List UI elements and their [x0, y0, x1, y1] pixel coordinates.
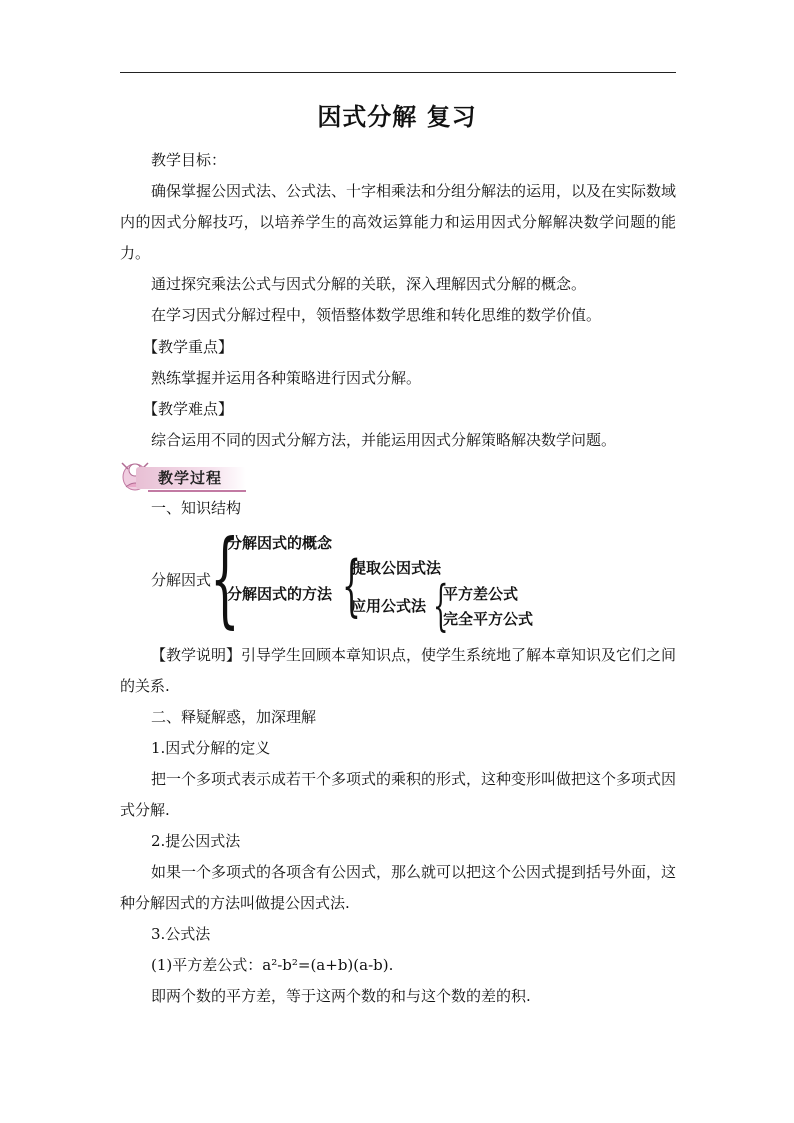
definition-text: 把一个多项式表示成若干个多项式的乘积的形式，这种变形叫做把这个多项式因式分解.	[120, 770, 677, 819]
tree-root: 分解因式	[151, 571, 212, 589]
page-title: 因式分解 复习	[317, 102, 477, 131]
formula-explanation: 即两个数的平方差，等于这两个数的和与这个数的差的积.	[151, 987, 531, 1005]
tree-extract: 提取公因式法	[351, 559, 442, 577]
tree-perfect-square: 完全平方公式	[443, 610, 534, 628]
tree-methods: 分解因式的方法	[227, 585, 333, 603]
objectives-paragraph-3: 在学习因式分解过程中，领悟整体数学思维和转化思维的数学价值。	[151, 306, 602, 324]
knowledge-structure-diagram	[120, 517, 676, 639]
objectives-paragraph-1: 确保掌握公因式法、公式法、十字相乘法和分组分解法的运用，以及在实际数域内的因式分解技巧，以培养学生的高效运算能力和运用因式分解解决数学问题的能力。	[120, 182, 677, 262]
process-banner-label: 教学过程	[158, 469, 223, 487]
difficulties-text: 综合运用不同的因式分解方法，并能运用因式分解策略解决数学问题。	[151, 431, 617, 449]
common-factor-text: 如果一个多项式的各项含有公因式，那么就可以把这个公因式提到括号外面，这种分解因式的方法叫做提公因式法.	[120, 863, 677, 912]
key-points-label: 【教学重点】	[143, 338, 234, 356]
tree-brace-methods: {	[342, 547, 361, 624]
header-rule	[120, 72, 676, 73]
objectives-paragraph-2: 通过探究乘法公式与因式分解的关联，深入理解因式分解的概念。	[151, 275, 587, 293]
tree-brace-apply: {	[433, 574, 449, 637]
tree-diff-squares: 平方差公式	[443, 585, 519, 603]
section1-heading: 一、知识结构	[151, 499, 242, 517]
definition-title: 1.因式分解的定义	[151, 739, 271, 757]
formula-line: (1)平方差公式：a²-b²=(a+b)(a-b).	[151, 956, 394, 974]
key-points-text: 熟练掌握并运用各种策略进行因式分解。	[151, 369, 422, 387]
tree-brace-root: {	[210, 517, 240, 639]
tree-apply: 应用公式法	[351, 597, 427, 615]
tree-concept: 分解因式的概念	[227, 534, 333, 552]
process-banner	[118, 457, 248, 495]
formula-title: 3.公式法	[151, 925, 211, 943]
section1-note: 【教学说明】引导学生回顾本章知识点，使学生系统地了解本章知识及它们之间的关系.	[120, 646, 677, 695]
section2-heading: 二、释疑解惑，加深理解	[151, 708, 317, 726]
difficulties-label: 【教学难点】	[143, 400, 234, 418]
objectives-heading: 教学目标：	[151, 151, 227, 169]
common-factor-title: 2.提公因式法	[151, 832, 241, 850]
